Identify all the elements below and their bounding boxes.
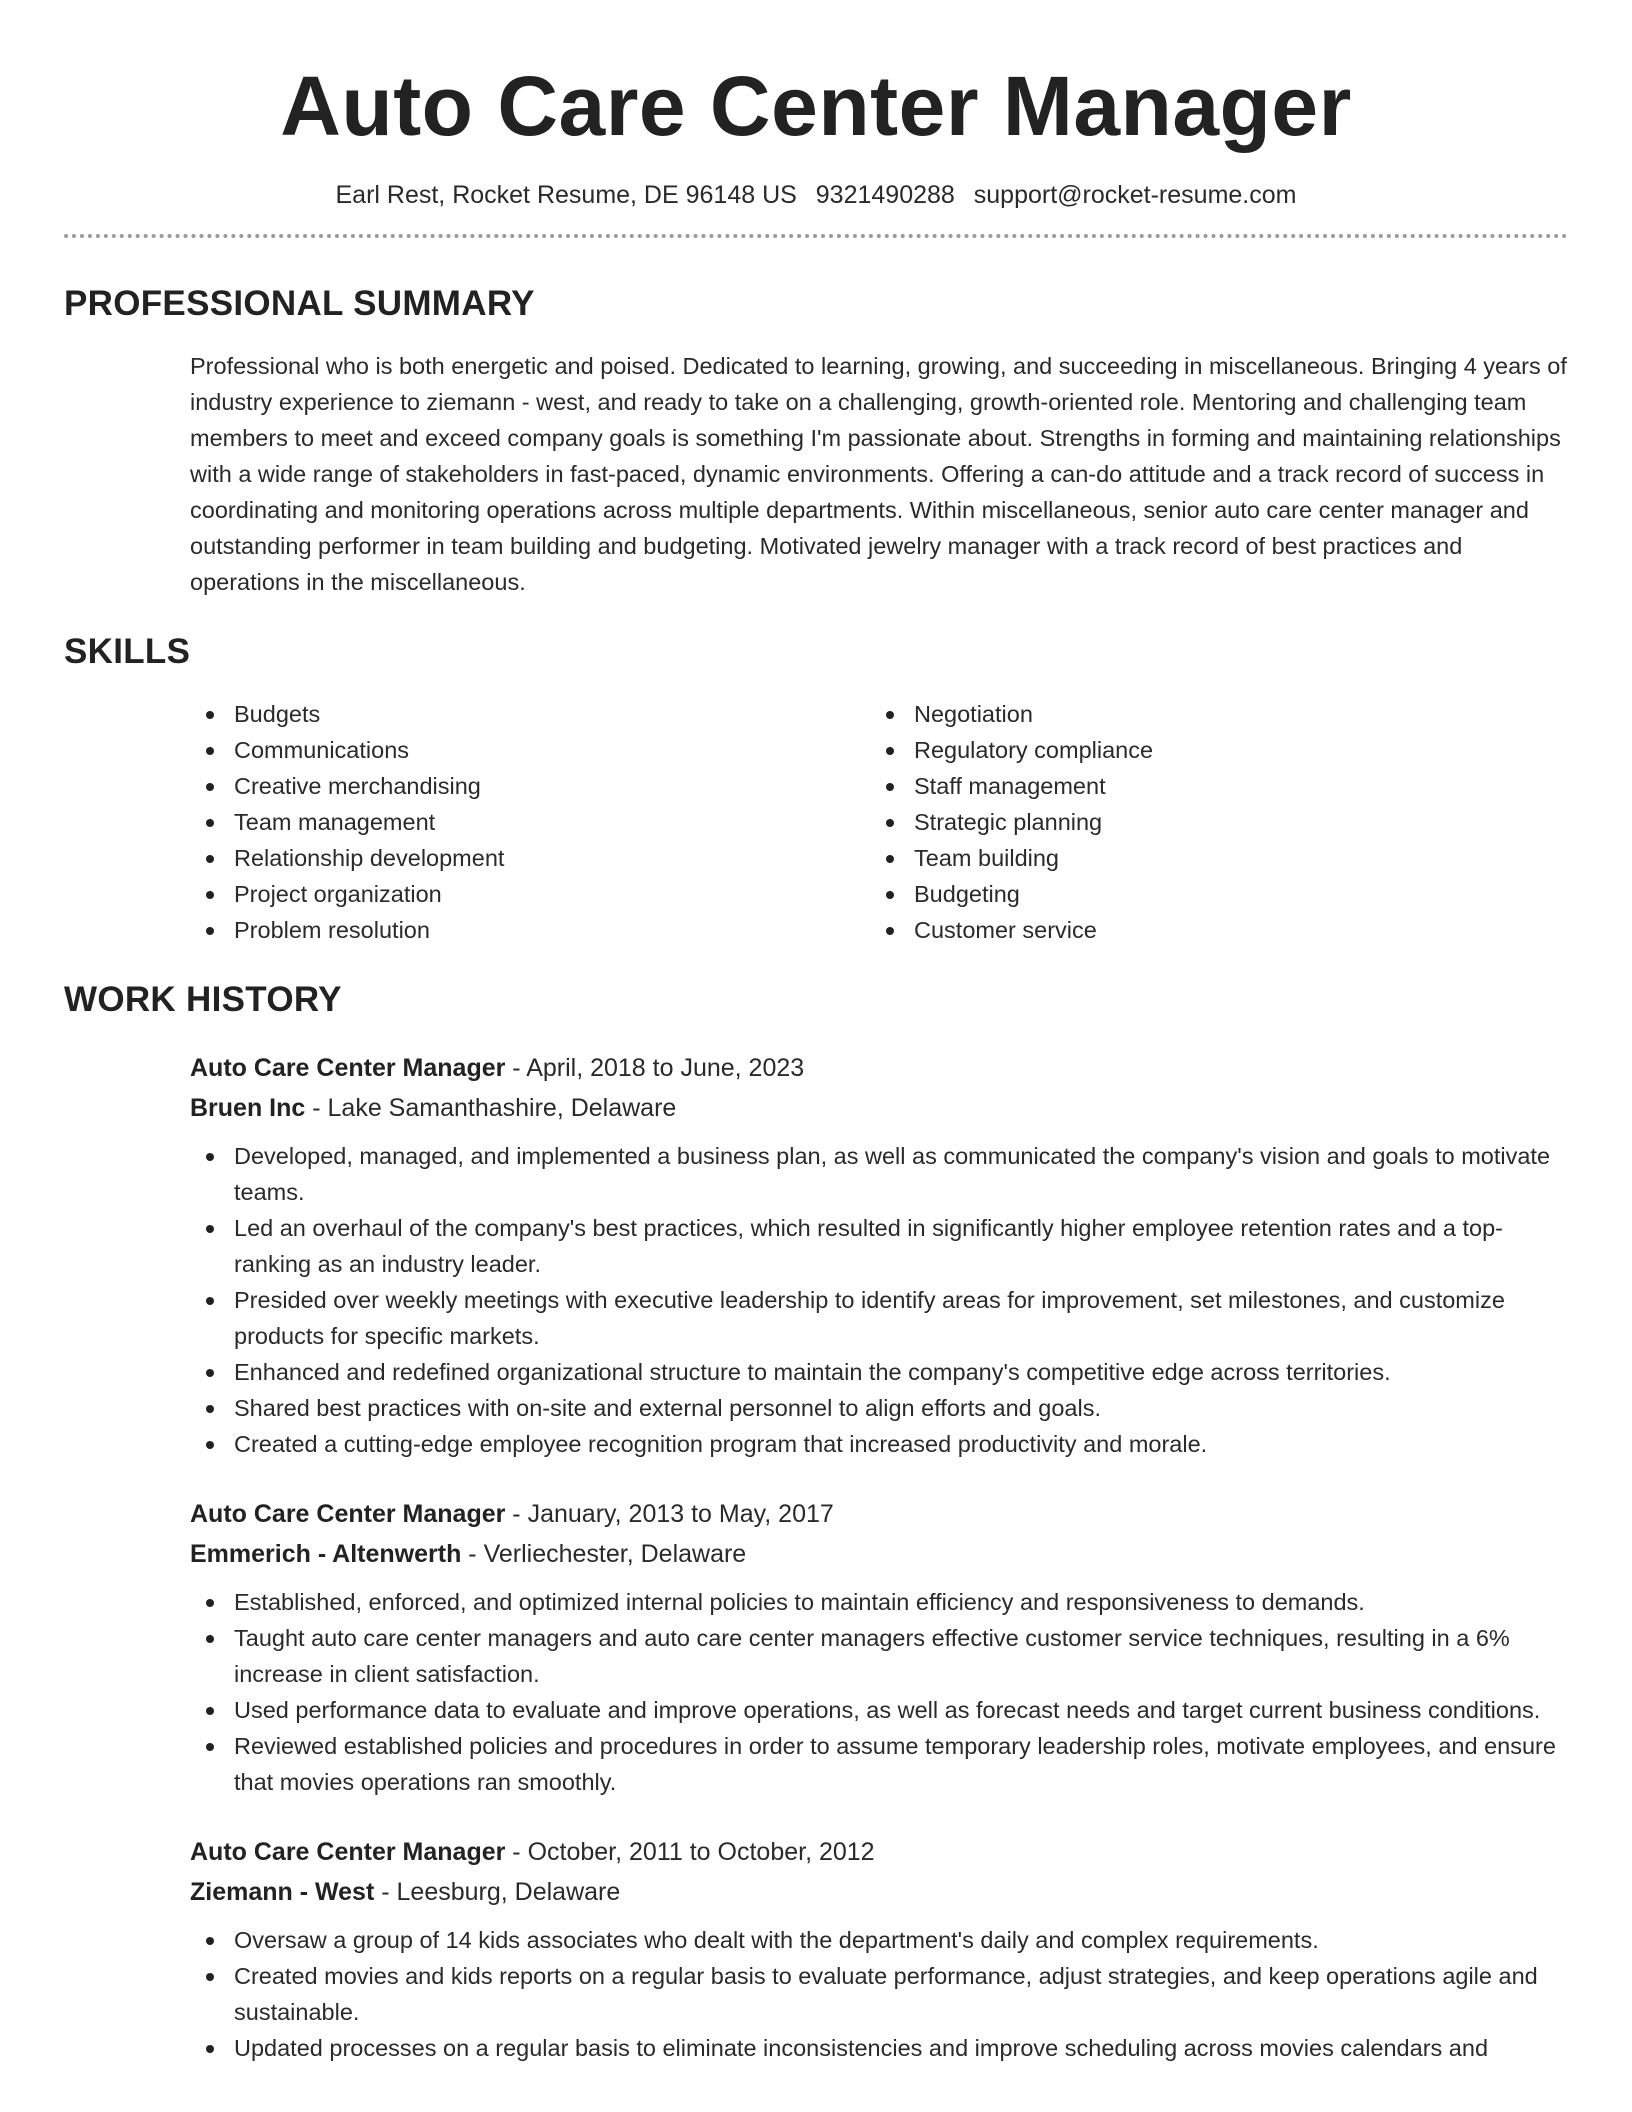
job-bullets: [190, 1138, 1568, 1462]
job-bullet: Presided over weekly meetings with executive leadership to identify areas for improvement, set milestones, and customize products for specific markets.: [190, 1282, 1568, 1354]
job-bullet: Developed, managed, and implemented a business plan, as well as communicated the company's vision and goals to motivate teams.: [190, 1138, 1568, 1210]
job-entry: [190, 1494, 1568, 1800]
job-company-line: [190, 1872, 1568, 1912]
job-company-line: [190, 1088, 1568, 1128]
skill-item: Budgets: [190, 696, 870, 732]
skills-column-right: [870, 696, 1550, 948]
job-bullet: Established, enforced, and optimized internal policies to maintain efficiency and responsiveness to demands.: [190, 1584, 1568, 1620]
job-bullet: Enhanced and redefined organizational structure to maintain the company's competitive edge across territories.: [190, 1354, 1568, 1390]
skill-item: Regulatory compliance: [870, 732, 1550, 768]
job-title-line: [190, 1494, 1568, 1534]
job-bullet: Reviewed established policies and procedures in order to assume temporary leadership roles, motivate employees, and ensure that movies operations ran smoothly.: [190, 1728, 1568, 1800]
skill-item: Problem resolution: [190, 912, 870, 948]
job-location: - Lake Samanthashire, Delaware: [305, 1094, 677, 1122]
job-company: Ziemann - West: [190, 1878, 375, 1906]
job-location: - Leesburg, Delaware: [374, 1878, 621, 1906]
job-bullet: Used performance data to evaluate and improve operations, as well as forecast needs and target current business conditions.: [190, 1692, 1568, 1728]
skill-item: Customer service: [870, 912, 1550, 948]
skill-item: Budgeting: [870, 876, 1550, 912]
job-role: Auto Care Center Manager: [190, 1054, 506, 1082]
skill-item: Team building: [870, 840, 1550, 876]
summary-heading: PROFESSIONAL SUMMARY: [64, 284, 535, 323]
job-bullet: Led an overhaul of the company's best practices, which resulted in significantly higher employee retention rates and a top-ranking as an industry leader.: [190, 1210, 1568, 1282]
job-bullets: [190, 1922, 1568, 2066]
contact-line: [64, 178, 1568, 212]
header-divider: [64, 234, 1568, 238]
job-bullet: Oversaw a group of 14 kids associates who dealt with the department's daily and complex requirements.: [190, 1922, 1568, 1958]
job-role: Auto Care Center Manager: [190, 1500, 506, 1528]
job-company: Emmerich - Altenwerth: [190, 1540, 462, 1568]
job-title-line: [190, 1832, 1568, 1872]
job-bullets: [190, 1584, 1568, 1800]
skill-item: Creative merchandising: [190, 768, 870, 804]
job-bullet: Created a cutting-edge employee recognition program that increased productivity and morale.: [190, 1426, 1568, 1462]
job-bullet: Taught auto care center managers and auto care center managers effective customer service techniques, resulting in a 6% increase in client satisfaction.: [190, 1620, 1568, 1692]
skills-column-left: [190, 696, 870, 948]
skill-item: Negotiation: [870, 696, 1550, 732]
job-entry: [190, 1048, 1568, 1462]
skill-item: Relationship development: [190, 840, 870, 876]
job-bullet: Shared best practices with on-site and external personnel to align efforts and goals.: [190, 1390, 1568, 1426]
resume-title: Auto Care Center Manager: [280, 59, 1352, 153]
skill-item: Team management: [190, 804, 870, 840]
skill-item: Communications: [190, 732, 870, 768]
job-location: - Verliechester, Delaware: [461, 1540, 747, 1568]
job-dates: - October, 2011 to October, 2012: [505, 1838, 875, 1866]
job-dates: - April, 2018 to June, 2023: [505, 1054, 805, 1082]
skill-item: Strategic planning: [870, 804, 1550, 840]
skills-list: [190, 696, 1568, 948]
job-role: Auto Care Center Manager: [190, 1838, 506, 1866]
job-bullet: Updated processes on a regular basis to eliminate inconsistencies and improve scheduling across movies calendars and: [190, 2030, 1568, 2066]
contact-phone: 9321490288: [815, 181, 955, 209]
job-company: Bruen Inc: [190, 1094, 306, 1122]
job-title-line: [190, 1048, 1568, 1088]
skill-item: Staff management: [870, 768, 1550, 804]
resume-page: [64, 0, 1568, 2112]
job-entry: [190, 1832, 1568, 2066]
contact-email: support@rocket-resume.com: [973, 181, 1297, 209]
job-bullet: Created movies and kids reports on a regular basis to evaluate performance, adjust strategies, and keep operations agile and sustainable.: [190, 1958, 1568, 2030]
skill-item: Project organization: [190, 876, 870, 912]
skills-heading: SKILLS: [64, 632, 191, 671]
summary-text: Professional who is both energetic and poised. Dedicated to learning, growing, and succeeding in miscellaneous. Bringing 4 years of industry experience to ziemann - west, and ready to take on a challenging, growth-oriented role. Mentoring and challenging team members to meet and exceed company goals is something I'm passionate about. Strengths in forming and maintaining relationships with a wide range of stakeholders in fast-paced, dynamic environments. Offering a can-do attitude and a track record of success in coordinating and monitoring operations across multiple departments. Within miscellaneous, senior auto care center manager and outstanding performer in team building and budgeting. Motivated jewelry manager with a track record of best practices and operations in the miscellaneous.: [190, 353, 1567, 595]
work-history-heading: WORK HISTORY: [64, 980, 342, 1019]
contact-address: Earl Rest, Rocket Resume, DE 96148 US: [335, 181, 797, 209]
job-dates: - January, 2013 to May, 2017: [505, 1500, 834, 1528]
job-company-line: [190, 1534, 1568, 1574]
